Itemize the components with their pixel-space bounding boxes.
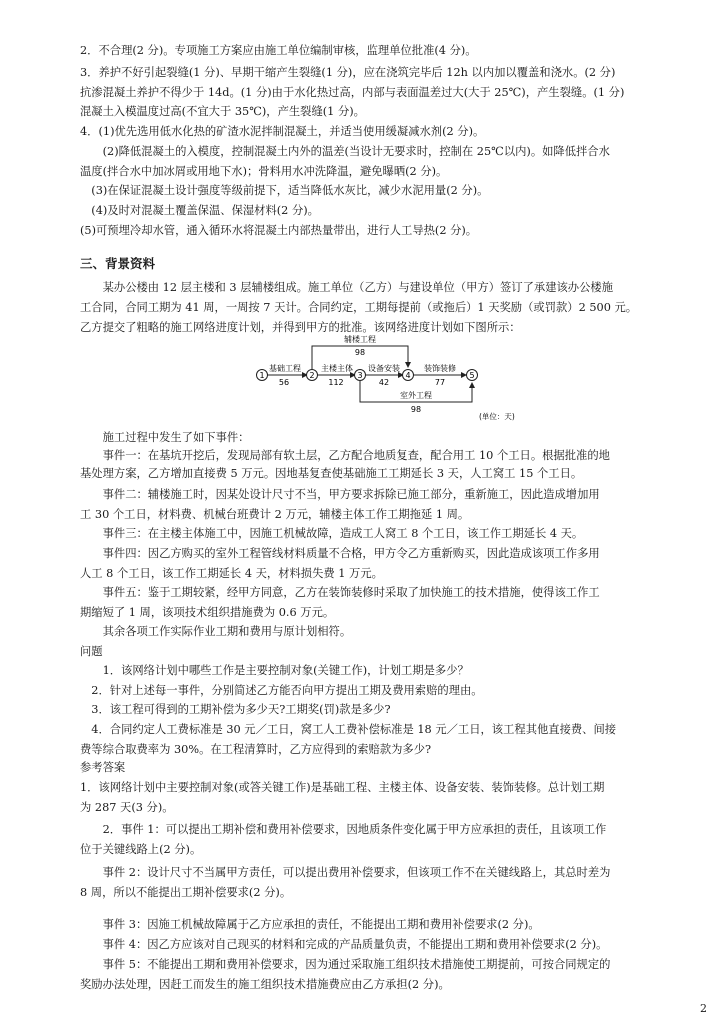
background-line: 工合同，合同工期为 41 周，一周按 7 天计。合同约定，工期每提前（或拖后）1 天奖励（或罚款）2 500 元。 (80, 301, 638, 314)
event-line: 事件三：在主楼主体施工中，因施工机械故障，造成工人窝工 8 个工日，该工作工期延长 4 天。 (80, 527, 584, 540)
answers-title: 参考答案 (80, 761, 126, 774)
network-node (355, 370, 366, 381)
answer-line: 8 周，所以不能提出工期补偿要求(2 分)。 (80, 886, 292, 899)
activity-duration: 56 (278, 378, 290, 387)
answer-line: (4)及时对混凝土覆盖保温、保湿材料(2 分)。 (80, 204, 319, 217)
event-line: 施工过程中发生了如下事件： (80, 431, 250, 444)
activity-duration: 112 (328, 378, 344, 387)
questions-title: 问题 (80, 645, 103, 658)
svg-text:4: 4 (405, 371, 411, 380)
svg-text:2: 2 (309, 371, 315, 380)
activity-name: 辅楼工程 (344, 335, 376, 344)
event-line: 基处理方案，乙方增加直接费 5 万元。因地基复查使基础施工工期延长 3 天，人工窝工 15 个工日。 (80, 467, 583, 480)
answer-line: 事件 4：因乙方应该对自己现买的材料和完成的产品质量负责，不能提出工期和费用补偿要求(2 分)。 (80, 938, 608, 951)
answer-line: 事件 3：因施工机械故障属于乙方应承担的责任，不能提出工期和费用补偿要求(2 分)。 (80, 918, 540, 931)
activity-name: 设备安装 (368, 364, 400, 373)
section-title: 三、背景资料 (80, 256, 156, 271)
answer-line: 4．(1)优先选用低水化热的矿渣水泥拌制混凝土，并适当使用缓凝减水剂(2 分)。 (80, 125, 485, 138)
answer-line: (3)在保证混凝土设计强度等级前提下，适当降低水灰比，减少水泥用量(2 分)。 (80, 184, 489, 197)
question-line: 2．针对上述每一事件，分别简述乙方能否向甲方提出工期及费用索赔的理由。 (80, 684, 483, 697)
background-line: 某办公楼由 12 层主楼和 3 层辅楼组成。施工单位（乙方）与建设单位（甲方）签订了承建该办公楼施 (80, 281, 613, 294)
answer-line: 事件 2：设计尺寸不当属甲方责任，可以提出费用补偿要求，但该项工作不在关键线路上，其总时差为 (80, 866, 611, 879)
network-node (467, 370, 478, 381)
answer-line: 2．不合理(2 分)。专项施工方案应由施工单位编制审核，监理单位批准(4 分)。 (80, 44, 477, 57)
activity-name: 室外工程 (400, 391, 432, 400)
event-line: 事件一：在基坑开挖后，发现局部有软土层，乙方配合地质复查，配合用工 10 个工日。根据批准的地 (80, 449, 610, 462)
answer-line: 奖励办法处理，因赶工而发生的施工组织技术措施费应由乙方承担(2 分)。 (80, 978, 450, 991)
event-line: 其余各项工作实际作业工期和费用与原计划相符。 (80, 625, 352, 638)
question-line: 1．该网络计划中哪些工作是主要控制对象(关键工作)，计划工期是多少？ (80, 664, 469, 677)
background-line: 乙方提交了粗略的施工网络进度计划，并得到甲方的批准。该网络进度计划如下图所示： (80, 321, 521, 334)
answer-line: 3．养护不好引起裂缝(1 分)、早期干缩产生裂缝(1 分)，应在浇筑完毕后 12h 以内加以覆盖和浇水。(2 分) (80, 66, 616, 79)
activity-duration: 42 (378, 378, 390, 387)
answer-line: (5)可预埋冷却水管，通入循环水将混凝土内部热量带出，进行人工导热(2 分)。 (80, 224, 478, 237)
answer-line: (2)降低混凝土的入模度，控制混凝土内外的温差(当设计无要求时，控制在 25℃以内)。如降低拌合水 (80, 145, 610, 158)
activity-name: 主楼主体 (321, 364, 353, 373)
svg-text:3: 3 (357, 371, 363, 380)
event-line: 事件四：因乙方购买的室外工程管线材料质量不合格，甲方令乙方重新购买，因此造成该项工作多用 (80, 547, 600, 560)
question-line: 费等综合取费率为 30%。在工程清算时，乙方应得到的索赔款为多少? (80, 743, 432, 756)
activity-name: 装饰装修 (424, 364, 456, 373)
svg-text:1: 1 (259, 371, 265, 380)
event-line: 人工 8 个工日，该工作工期延长 4 天，材料损失费 1 万元。 (80, 567, 383, 580)
svg-text:5: 5 (469, 371, 475, 380)
answer-line: 抗渗混凝土养护不得少于 14d。(1 分)由于水化热过高，内部与表面温差过大(大于 25℃)，产生裂缝。(1 分) (80, 86, 625, 99)
question-line: 3．该工程可得到的工期补偿为多少天?工期奖(罚)款是多少? (80, 703, 391, 716)
event-line: 工 30 个工日，材料费、机械台班费计 2 万元，辅楼主体工作工期拖延 1 周。 (80, 508, 470, 521)
answer-line: 混凝土入模温度过高(不宜大于 35℃)，产生裂缝(1 分)。 (80, 105, 365, 118)
network-node (257, 370, 268, 381)
page-number: 2 (700, 1002, 707, 1015)
answer-line: 事件 5：不能提出工期和费用补偿要求，因为通过采取施工组织技术措施使工期提前，可按合同规定的 (80, 958, 611, 971)
network-node (403, 370, 414, 381)
activity-duration: 77 (434, 378, 446, 387)
event-line: 期缩短了 1 周，该项技术组织措施费为 0.6 万元。 (80, 606, 335, 619)
answer-line: 温度(拌合水中加冰屑或用地下水)；骨料用水冲洗降温，避免曝晒(2 分)。 (80, 165, 448, 178)
event-line: 事件二：辅楼施工时，因某处设计尺寸不当，甲方要求拆除已施工部分，重新施工，因此造成增加用 (80, 488, 600, 501)
answer-line: 1．该网络计划中主要控制对象(或答关键工作)是基础工程、主楼主体、设备安装、装饰装修。总计划工期 (80, 781, 605, 794)
network-node (307, 370, 318, 381)
question-line: 4．合同约定人工费标准是 30 元／工日，窝工人工费补偿标准是 18 元／工日，该工程其他直接费、间接 (80, 723, 617, 736)
unit-label: (单位：天) (479, 412, 515, 421)
activity-duration: 98 (410, 405, 422, 414)
event-line: 事件五：鉴于工期较紧，经甲方同意，乙方在装饰装修时采取了加快施工的技术措施，使得该工作工 (80, 586, 600, 599)
answer-line: 位于关键线路上(2 分)。 (80, 843, 202, 856)
answer-line: 为 287 天(3 分)。 (80, 801, 174, 814)
activity-duration: 98 (354, 348, 366, 357)
activity-name: 基础工程 (269, 364, 301, 373)
answer-line: 2．事件 1：可以提出工期补偿和费用补偿要求，因地质条件变化属于甲方应承担的责任，且该项工作 (80, 823, 607, 836)
network-diagram (248, 330, 528, 426)
